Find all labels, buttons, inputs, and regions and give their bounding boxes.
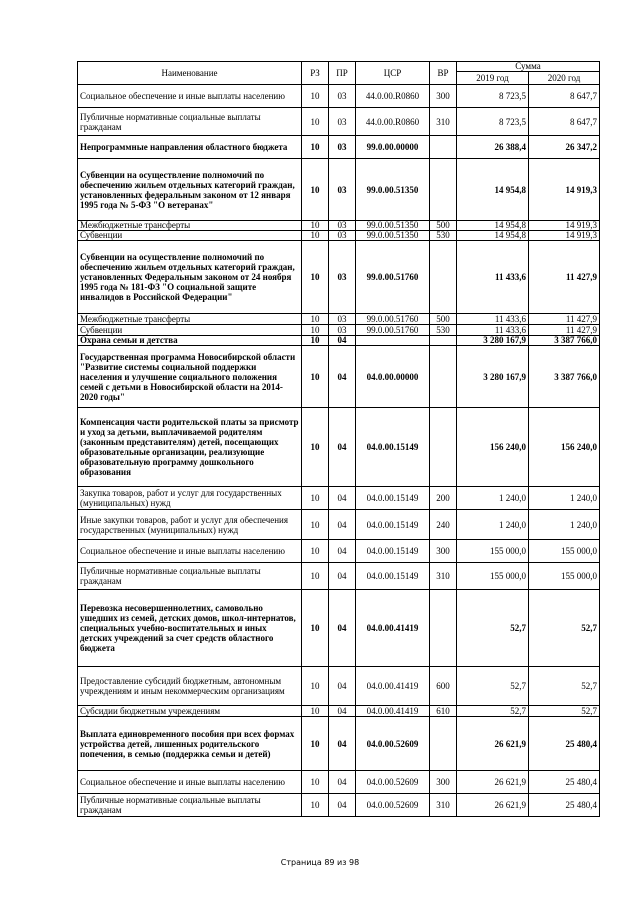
- row-value-2019: 26 388,4: [457, 136, 529, 159]
- row-value-2019: 26 621,9: [457, 794, 529, 817]
- row-value-2020: 52,7: [529, 590, 600, 667]
- row-value-2019: 52,7: [457, 706, 529, 717]
- row-csr: 04.0.00.15149: [356, 540, 430, 563]
- row-vr: 610: [430, 706, 457, 717]
- row-value-2019: 52,7: [457, 590, 529, 667]
- row-csr: 99.0.00.51760: [356, 241, 430, 314]
- table-row: [78, 667, 600, 706]
- row-vr: 310: [430, 563, 457, 590]
- row-name: Субвенции: [78, 325, 302, 336]
- table-row: [78, 136, 600, 159]
- row-name: Социальное обеспечение и иные выплаты населению: [78, 771, 302, 794]
- table-header: [78, 62, 600, 85]
- row-csr: 04.0.00.41419: [356, 667, 430, 706]
- row-rz: 10: [302, 159, 329, 221]
- row-pr: 04: [329, 794, 356, 817]
- row-value-2019: 26 621,9: [457, 717, 529, 771]
- row-value-2019: 8 723,5: [457, 85, 529, 108]
- table-row: [78, 408, 600, 487]
- row-value-2019: 26 621,9: [457, 771, 529, 794]
- row-csr: 04.0.00.52609: [356, 794, 430, 817]
- row-csr: 99.0.00.51350: [356, 159, 430, 221]
- row-vr: 300: [430, 540, 457, 563]
- row-csr: 99.0.00.00000: [356, 136, 430, 159]
- row-name: Публичные нормативные социальные выплаты гражданам: [78, 108, 302, 136]
- row-value-2020: 25 480,4: [529, 794, 600, 817]
- row-csr: 99.0.00.51350: [356, 221, 430, 231]
- row-rz: 10: [302, 706, 329, 717]
- row-vr: 530: [430, 231, 457, 241]
- row-pr: 04: [329, 408, 356, 487]
- row-vr: 530: [430, 325, 457, 336]
- row-vr: 500: [430, 314, 457, 325]
- row-vr: [430, 136, 457, 159]
- header-csr: ЦСР: [356, 62, 430, 85]
- row-rz: 10: [302, 314, 329, 325]
- row-csr: 99.0.00.51350: [356, 231, 430, 241]
- row-csr: 04.0.00.52609: [356, 771, 430, 794]
- row-rz: 10: [302, 231, 329, 241]
- table-row: [78, 563, 600, 590]
- row-rz: 10: [302, 241, 329, 314]
- row-csr: [356, 336, 430, 346]
- row-name: Межбюджетные трансферты: [78, 314, 302, 325]
- row-rz: 10: [302, 563, 329, 590]
- row-rz: 10: [302, 510, 329, 540]
- row-value-2020: 25 480,4: [529, 771, 600, 794]
- row-name: Публичные нормативные социальные выплаты гражданам: [78, 794, 302, 817]
- row-value-2019: 14 954,8: [457, 231, 529, 241]
- row-pr: 03: [329, 108, 356, 136]
- row-value-2020: 14 919,3: [529, 159, 600, 221]
- header-vr: ВР: [430, 62, 457, 85]
- row-vr: 240: [430, 510, 457, 540]
- row-pr: 04: [329, 667, 356, 706]
- row-vr: [430, 346, 457, 408]
- row-name: Выплата единовременного пособия при всех формах устройства детей, лишенных родительского попечения, в семью (поддержка семьи и детей): [78, 717, 302, 771]
- row-value-2019: 1 240,0: [457, 510, 529, 540]
- row-vr: 300: [430, 771, 457, 794]
- row-value-2020: 1 240,0: [529, 510, 600, 540]
- table-row: [78, 717, 600, 771]
- row-csr: 04.0.00.15149: [356, 510, 430, 540]
- row-csr: 44.0.00.R0860: [356, 108, 430, 136]
- row-csr: 99.0.00.51760: [356, 325, 430, 336]
- row-value-2020: 25 480,4: [529, 717, 600, 771]
- row-vr: [430, 717, 457, 771]
- row-csr: 44.0.00.R0860: [356, 85, 430, 108]
- row-value-2020: 3 387 766,0: [529, 346, 600, 408]
- row-rz: 10: [302, 408, 329, 487]
- row-value-2019: 156 240,0: [457, 408, 529, 487]
- row-rz: 10: [302, 346, 329, 408]
- row-value-2020: 8 647,7: [529, 85, 600, 108]
- row-csr: 04.0.00.41419: [356, 590, 430, 667]
- page-number: Страница 89 из 98: [280, 858, 360, 867]
- row-vr: 600: [430, 667, 457, 706]
- row-name: Государственная программа Новосибирской области "Развитие системы социальной поддержки населения и улучшение социального положения семей с детьми в Новосибирской области на 2014-2020 годы": [78, 346, 302, 408]
- row-rz: 10: [302, 108, 329, 136]
- row-pr: 03: [329, 231, 356, 241]
- row-rz: 10: [302, 325, 329, 336]
- header-pr: ПР: [329, 62, 356, 85]
- row-pr: 03: [329, 136, 356, 159]
- row-rz: 10: [302, 336, 329, 346]
- table-body: [78, 85, 600, 817]
- row-rz: 10: [302, 794, 329, 817]
- row-value-2019: 1 240,0: [457, 487, 529, 510]
- row-csr: 99.0.00.51760: [356, 314, 430, 325]
- row-value-2019: 11 433,6: [457, 241, 529, 314]
- row-name: Публичные нормативные социальные выплаты гражданам: [78, 563, 302, 590]
- table-row: [78, 85, 600, 108]
- row-vr: [430, 408, 457, 487]
- row-rz: 10: [302, 136, 329, 159]
- row-value-2019: 14 954,8: [457, 221, 529, 231]
- row-pr: 03: [329, 159, 356, 221]
- row-value-2020: 14 919,3: [529, 231, 600, 241]
- row-value-2020: 155 000,0: [529, 563, 600, 590]
- header-2020: 2020 год: [529, 72, 600, 85]
- row-rz: 10: [302, 85, 329, 108]
- row-csr: 04.0.00.41419: [356, 706, 430, 717]
- row-value-2020: 156 240,0: [529, 408, 600, 487]
- table-row: [78, 794, 600, 817]
- row-csr: 04.0.00.15149: [356, 487, 430, 510]
- row-vr: [430, 336, 457, 346]
- table-row: [78, 159, 600, 221]
- row-value-2020: 52,7: [529, 706, 600, 717]
- row-name: Межбюджетные трансферты: [78, 221, 302, 231]
- row-value-2020: 14 919,3: [529, 221, 600, 231]
- row-name: Иные закупки товаров, работ и услуг для обеспечения государственных (муниципальных) нужд: [78, 510, 302, 540]
- table-row: [78, 540, 600, 563]
- row-value-2020: 11 427,9: [529, 325, 600, 336]
- row-pr: 03: [329, 314, 356, 325]
- row-name: Закупка товаров, работ и услуг для государственных (муниципальных) нужд: [78, 487, 302, 510]
- row-pr: 04: [329, 510, 356, 540]
- row-value-2019: 11 433,6: [457, 325, 529, 336]
- row-vr: 200: [430, 487, 457, 510]
- row-value-2020: 26 347,2: [529, 136, 600, 159]
- row-rz: 10: [302, 771, 329, 794]
- row-value-2020: 1 240,0: [529, 487, 600, 510]
- row-vr: [430, 590, 457, 667]
- row-rz: 10: [302, 540, 329, 563]
- row-csr: 04.0.00.52609: [356, 717, 430, 771]
- row-value-2020: 3 387 766,0: [529, 336, 600, 346]
- row-value-2020: 11 427,9: [529, 241, 600, 314]
- row-value-2019: 52,7: [457, 667, 529, 706]
- header-name: Наименование: [78, 62, 302, 85]
- budget-table: [77, 61, 600, 817]
- row-rz: 10: [302, 590, 329, 667]
- row-rz: 10: [302, 487, 329, 510]
- row-pr: 04: [329, 563, 356, 590]
- table-row: [78, 706, 600, 717]
- row-value-2019: 155 000,0: [457, 540, 529, 563]
- row-name: Предоставление субсидий бюджетным, автономным учреждениям и иным некоммерческим организациям: [78, 667, 302, 706]
- row-pr: 03: [329, 241, 356, 314]
- row-value-2020: 11 427,9: [529, 314, 600, 325]
- row-rz: 10: [302, 717, 329, 771]
- row-value-2019: 155 000,0: [457, 563, 529, 590]
- row-name: Субсидии бюджетным учреждениям: [78, 706, 302, 717]
- table-row: [78, 241, 600, 314]
- row-csr: 04.0.00.15149: [356, 563, 430, 590]
- table-row: [78, 314, 600, 325]
- row-pr: 03: [329, 221, 356, 231]
- row-name: Социальное обеспечение и иные выплаты населению: [78, 85, 302, 108]
- table-row: [78, 108, 600, 136]
- table-row: [78, 346, 600, 408]
- row-vr: 300: [430, 85, 457, 108]
- row-pr: 03: [329, 325, 356, 336]
- table-row: [78, 487, 600, 510]
- row-value-2020: 155 000,0: [529, 540, 600, 563]
- row-name: Субвенции на осуществление полномочий по обеспечению жильем отдельных категорий граждан, установленных федеральным законом от 12 января 1995 года № 5-ФЗ "О ветеранах": [78, 159, 302, 221]
- row-pr: 04: [329, 706, 356, 717]
- row-vr: 500: [430, 221, 457, 231]
- row-value-2019: 8 723,5: [457, 108, 529, 136]
- row-value-2020: 8 647,7: [529, 108, 600, 136]
- table-row: [78, 771, 600, 794]
- header-rz: РЗ: [302, 62, 329, 85]
- table-row: [78, 336, 600, 346]
- row-pr: 04: [329, 717, 356, 771]
- row-value-2019: 11 433,6: [457, 314, 529, 325]
- row-pr: 04: [329, 487, 356, 510]
- row-name: Непрограммные направления областного бюджета: [78, 136, 302, 159]
- row-name: Компенсация части родительской платы за присмотр и уход за детьми, выплачиваемой родителям (законным представителям) детей, посещающих образовательные организации, реализующие образовательную программу дошкольного образования: [78, 408, 302, 487]
- row-rz: 10: [302, 221, 329, 231]
- header-sum: Сумма: [457, 62, 600, 72]
- row-pr: 04: [329, 771, 356, 794]
- row-csr: 04.0.00.00000: [356, 346, 430, 408]
- row-name: Субвенции на осуществление полномочий по обеспечению жильем отдельных категорий граждан, установленных Федеральным законом от 24 ноября 1995 года № 181-ФЗ "О социальной защите инвалидов в Российской Федерации": [78, 241, 302, 314]
- row-value-2019: 3 280 167,9: [457, 346, 529, 408]
- row-vr: 310: [430, 794, 457, 817]
- table-row: [78, 510, 600, 540]
- row-name: Субвенции: [78, 231, 302, 241]
- row-pr: 04: [329, 540, 356, 563]
- row-vr: 310: [430, 108, 457, 136]
- table-row: [78, 221, 600, 231]
- row-vr: [430, 159, 457, 221]
- header-2019: 2019 год: [457, 72, 529, 85]
- row-vr: [430, 241, 457, 314]
- table-row: [78, 231, 600, 241]
- table-row: [78, 325, 600, 336]
- row-name: Охрана семьи и детства: [78, 336, 302, 346]
- row-value-2019: 14 954,8: [457, 159, 529, 221]
- row-csr: 04.0.00.15149: [356, 408, 430, 487]
- row-name: Перевозка несовершеннолетних, самовольно ушедших из семей, детских домов, школ-интернатов, специальных учебно-воспитательных и иных детских учреждений за счет средств областного бюджета: [78, 590, 302, 667]
- row-value-2019: 3 280 167,9: [457, 336, 529, 346]
- row-pr: 04: [329, 590, 356, 667]
- row-pr: 04: [329, 346, 356, 408]
- row-value-2020: 52,7: [529, 667, 600, 706]
- row-pr: 04: [329, 336, 356, 346]
- row-rz: 10: [302, 667, 329, 706]
- row-pr: 03: [329, 85, 356, 108]
- table-row: [78, 590, 600, 667]
- row-name: Социальное обеспечение и иные выплаты населению: [78, 540, 302, 563]
